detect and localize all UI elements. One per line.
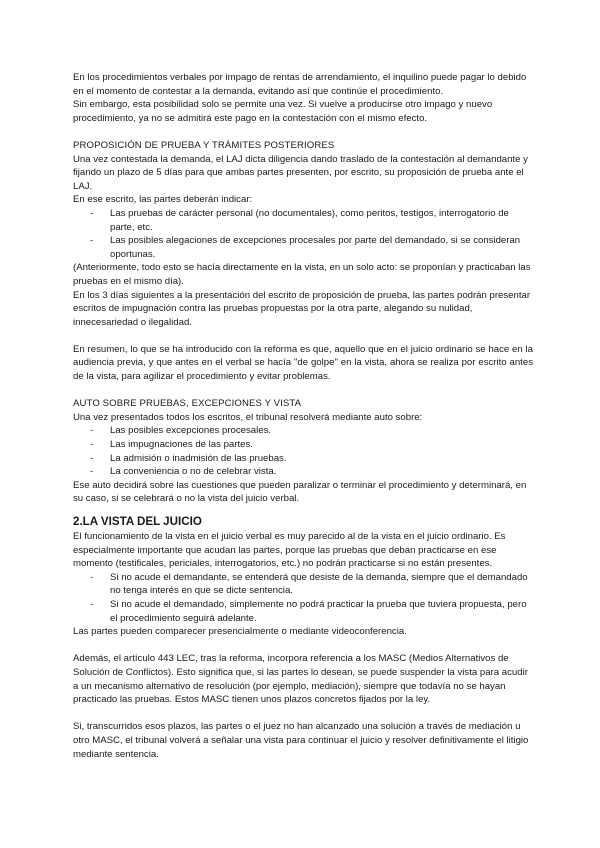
list-item: - La conveniencia o no de celebrar vista. (73, 465, 533, 479)
auto-paragraph-2: Ese auto decidirá sobre las cuestiones que pueden paralizar o terminar el procedimiento y determinará, en su caso, si se celebrará o no la vista del juicio verbal. (73, 479, 527, 505)
prueba-paragraph-2: En ese escrito, las partes deberán indicar: (73, 194, 253, 206)
prueba-paragraph-3: (Anteriormente, todo esto se hacía directamente en la vista, en un solo acto: se proponían y practicaban las pruebas en el mismo día). (73, 262, 531, 287)
list-item: - Las posibles alegaciones de excepciones procesales por parte del demandado, si se consideran oportunas. (73, 234, 533, 261)
auto-paragraph-1: Una vez presentados todos los escritos, el tribunal resolverá mediante auto sobre: (73, 411, 423, 423)
prueba-paragraph-4: En los 3 días siguientes a la presentación del escrito de proposición de prueba, las partes podrán presentar escritos de impugnación contra las pruebas propuestas por la otra parte, alegando su nulidad, innecesariedad o ilegalidad. (73, 289, 531, 328)
list-item: - Si no acude el demandado, simplemente no podrá practicar la prueba que tuviera propuesta, pero el procedimiento seguirá adelante. (73, 598, 533, 625)
prueba-list (73, 207, 533, 261)
intro-paragraph-1: En los procedimientos verbales por impago de rentas de arrendamiento, el inquilino puede pagar lo debido en el momento de contestar a la demanda, evitando así que continúe el procedimiento. (73, 72, 527, 97)
vista-paragraph-2: Las partes pueden comparecer presencialmente o mediante videoconferencia. (73, 626, 407, 638)
document-body (73, 71, 533, 761)
section-heading-vista: 2.LA VISTA DEL JUICIO (73, 515, 202, 528)
list-item: - Las pruebas de carácter personal (no documentales), como peritos, testigos, interrogatorio de parte, etc. (73, 207, 533, 234)
list-item: - La admisión o inadmisión de las pruebas. (73, 452, 533, 466)
auto-list (73, 424, 533, 478)
list-item: - Si no acude el demandante, se entenderá que desiste de la demanda, siempre que el demandado no tenga interés en que se dicte sentencia. (73, 571, 533, 598)
vista-paragraph-4: Si, transcurridos esos plazos, las partes o el juez no han alcanzado una solución a través de mediación u otro MASC, el tribunal volverá a señalar una vista para continuar el juicio y resolver definitivamente el litigio mediante sentencia. (73, 721, 529, 760)
vista-list (73, 571, 533, 625)
vista-paragraph-1: El funcionamiento de la vista en el juicio verbal es muy parecido al de la vista en el juicio ordinario. Es especialmente importante que acudan las partes, porque las pruebas que deban practicarse en ese momento (testificales, periciales, interrogatorios, etc.) no podrán practicarse si no están presentes. (73, 531, 506, 570)
intro-paragraph-2: Sin embargo, esta posibilidad solo se permite una vez. Si vuelve a producirse otro impago y nuevo procedimiento, ya no se admitirá este pago en la contestación con el mismo efecto. (73, 99, 493, 124)
section-heading-prueba: PROPOSICIÓN DE PRUEBA Y TRÁMITES POSTERIORES (73, 139, 335, 151)
prueba-summary-paragraph: En resumen, lo que se ha introducido con la reforma es que, aquello que en el juicio ordinario se hace en la audiencia previa, y que antes en el verbal se hacía "de golpe" en la vista, ahora se realiza por escrito antes de la vista, para agilizar el procedimiento y evitar problemas. (73, 343, 533, 383)
prueba-paragraph-1: Una vez contestada la demanda, el LAJ dicta diligencia dando traslado de la contestación al demandante y fijando un plazo de 5 días para que ambas partes presenten, por escrito, su proposición de prueba ante el LAJ. (73, 153, 528, 192)
section-heading-auto: AUTO SOBRE PRUEBAS, EXCEPCIONES Y VISTA (73, 398, 302, 410)
vista-paragraph-3: Además, el artículo 443 LEC, tras la reforma, incorpora referencia a los MASC (Medios Alternativos de Solución de Conflictos). Esto significa que, si las partes lo desean, se puede suspender la vista para acudir a un mecanismo alternativo de resolución (por ejemplo, mediación), siempre que todavía no se hayan practicado las pruebas. Estos MASC tienen unos plazos concretos fijados por la ley. (73, 653, 528, 706)
list-item: - Las posibles excepciones procesales. (73, 424, 533, 438)
list-item: - Las impugnaciones de las partes. (73, 438, 533, 452)
